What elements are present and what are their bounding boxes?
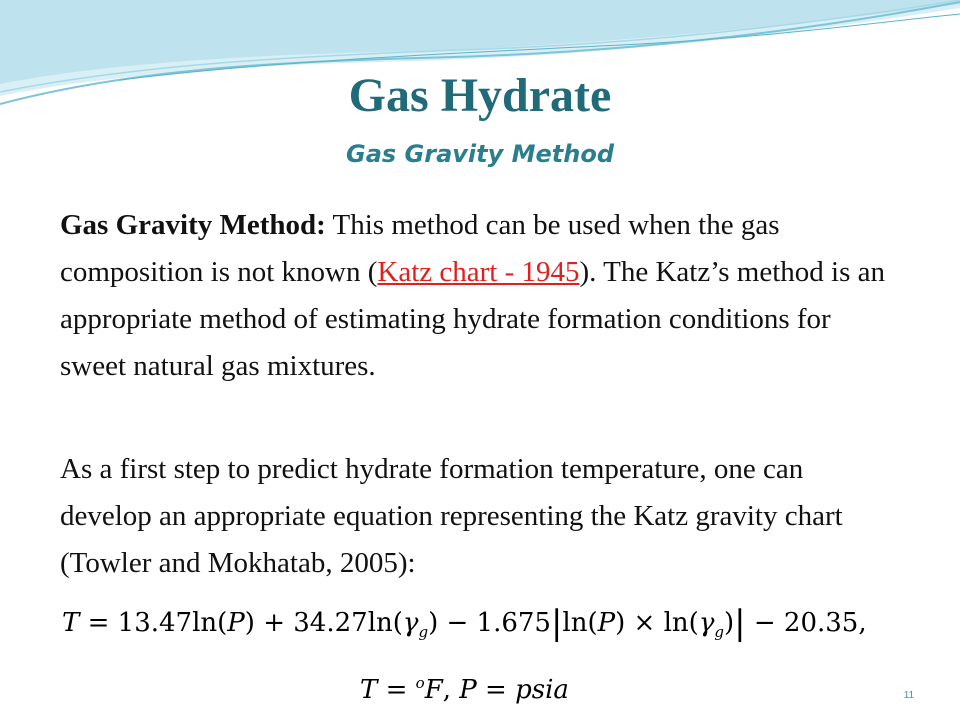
eq-var: P [597, 608, 616, 638]
slide-subtitle: Gas Gravity Method [346, 140, 614, 168]
paragraph-text-end: ). The Katz’s method is an appropriate method of estimating hydrate formation conditions for sweet natural gas mixtures. [60, 256, 886, 382]
eq-part: ln( [562, 608, 598, 638]
eq-lhs: T [62, 608, 80, 638]
eq-gamma-subscript: g [418, 623, 429, 641]
eq-var: T [360, 675, 378, 705]
eq-degree-superscript: o [415, 674, 425, 692]
eq-gamma-subscript: g [714, 623, 724, 641]
eq-part: , [442, 675, 460, 705]
slide-title: Gas Hydrate [348, 69, 612, 122]
units-equation [360, 660, 620, 713]
eq-part: = [476, 675, 516, 705]
eq-part: = 13.47ln( [79, 608, 228, 638]
eq-unit: psia [515, 675, 569, 705]
eq-part: ) − 1.675 [428, 608, 551, 638]
eq-var: P [459, 675, 477, 705]
eq-part: = [377, 675, 416, 705]
eq-var: F [424, 675, 443, 705]
paragraph-gas-gravity-method [60, 202, 900, 390]
paragraph-lead-label: Gas Gravity Method: [60, 209, 326, 241]
eq-part: ) + 34.27ln( [244, 608, 403, 638]
eq-gamma: γ [698, 608, 715, 638]
paragraph-text: This method can be used when the gas composition is not known ( [60, 209, 780, 288]
page-number: 11 [903, 690, 915, 701]
paragraph-first-step: As a first step to predict hydrate formation temperature, one can develop an appropriate equation representing the Katz gravity chart (Towler and Mokhatab, 2005): [60, 453, 843, 579]
eq-gamma: γ [402, 608, 419, 638]
eq-part: ) × ln( [615, 608, 699, 638]
eq-var: P [227, 608, 245, 638]
hydrate-temperature-equation [62, 600, 922, 655]
eq-close-bracket: | [734, 603, 746, 643]
katz-chart-link[interactable]: Katz chart - 1945 [377, 256, 580, 288]
eq-open-bracket: | [550, 603, 563, 643]
eq-part: − 20.35, [745, 608, 867, 638]
eq-part: ) [723, 608, 735, 638]
